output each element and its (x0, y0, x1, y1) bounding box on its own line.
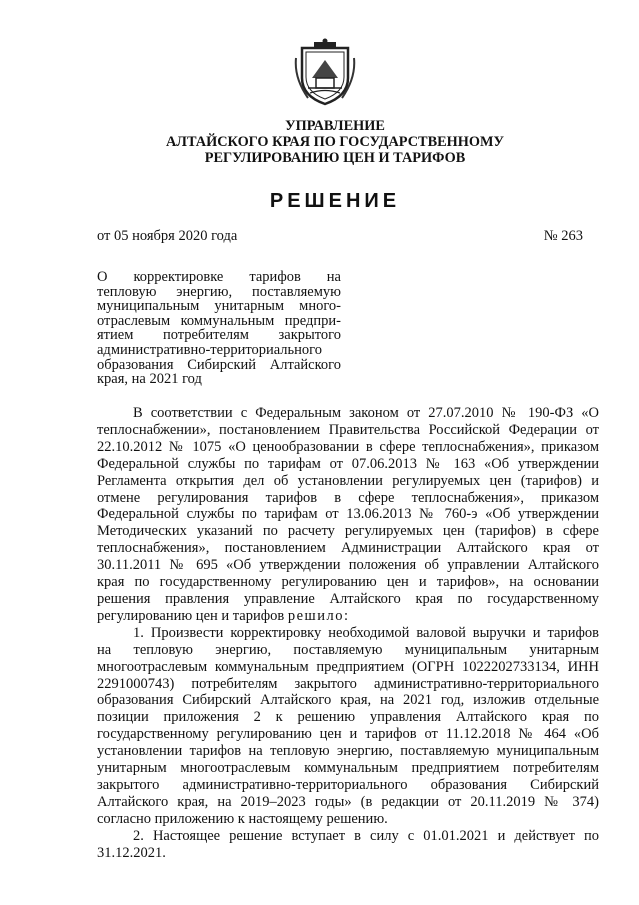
subject-line: отраслевым коммунальным предпри- (97, 312, 341, 329)
item-1-line: позиции приложения 2 к решению управления Алтайского края по (97, 709, 599, 726)
decision-line (97, 608, 599, 625)
body-line: В соответствии с Федеральным законом от 27.07.2010 № 190-ФЗ «О (133, 405, 599, 421)
body-line: Методических указаний по расчету регулируемых цен (тарифов) в сфере (97, 523, 599, 540)
decision-word: решило: (287, 607, 350, 624)
document-body (97, 405, 599, 861)
organization-name (120, 118, 550, 166)
body-line: Федеральной службы по тарифам от 13.06.2013 № 760-э «Об утверждении (97, 506, 599, 523)
item-1-line: унитарным многоотраслевым коммунальным предприятием потребителям (97, 760, 599, 777)
altai-krai-coat-of-arms-icon (294, 38, 356, 108)
body-line: 22.10.2012 № 1075 «О ценообразовании в сфере теплоснабжения», приказом (97, 438, 599, 455)
item-1-line: на тепловую энергию, поставляемую муниципальным унитарным (97, 641, 599, 658)
body-line: теплоснабжении», постановлением Правительства Российской Федерации от (97, 421, 599, 438)
subject-line: тепловую энергию, поставляемую (97, 283, 341, 300)
body-line: края по государственному регулированию цен и тарифов», на основании (97, 574, 599, 591)
item-1-line: 1. Произвести корректировку необходимой валовой выручки и тарифов (133, 624, 599, 641)
item-1-line: Алтайского края, на 2019–2023 годы» (в редакции от 20.11.2019 № 374) (97, 793, 599, 810)
subject-line: муниципальным унитарным много- (97, 298, 341, 315)
org-line: РЕГУЛИРОВАНИЮ ЦЕН И ТАРИФОВ (204, 150, 466, 166)
subject-line: образования Сибирский Алтайского (97, 356, 341, 373)
item-1-line: государственному регулированию цен и тарифов от 11.12.2018 № 464 «Об (97, 726, 599, 743)
body-line: решения правления управление Алтайского края по государственному (97, 590, 599, 607)
item-1-line: образования Сибирский Алтайского края, на 2021 год, изложив отдельные (97, 692, 599, 709)
item-1-line: многоотраслевым коммунальным предприятием (ОГРН 1022202733134, ИНН (97, 658, 599, 675)
subject-line: ятием потребителям закрытого (97, 327, 341, 344)
body-line: 30.11.2011 № 695 «Об утверждении положения об управлении Алтайского (97, 557, 599, 574)
body-line: Регламента открытия дел об установлении регулируемых цен (тарифов) и (97, 472, 599, 489)
subject-line: О корректировке тарифов на (97, 269, 341, 285)
item-1-line: установлении тарифов на тепловую энергию, поставляемую муниципальным (97, 743, 599, 760)
body-line: теплоснабжения», постановлением Администрации Алтайского края от (97, 540, 599, 557)
item-2-line: 31.12.2021. (97, 844, 166, 861)
item-1-line: 2291000743) потребителям закрытого административно-территориального (97, 675, 599, 692)
item-1-line: закрытого административно-территориального образования Сибирский (97, 776, 599, 793)
document-title: РЕШЕНИЕ (269, 190, 401, 212)
decision-prefix: регулированию цен и тарифов (97, 607, 285, 624)
item-2-line: 2. Настоящее решение вступает в силу с 01.01.2021 и действует по (133, 827, 599, 844)
org-line: АЛТАЙСКОГО КРАЯ ПО ГОСУДАРСТВЕННОМУ (165, 134, 504, 150)
subject-line: края, на 2021 год (97, 371, 202, 388)
body-line: отмене регулирования тарифов в сфере теплоснабжения», приказом (97, 489, 599, 506)
item-1-line: согласно приложению к настоящему решению. (97, 810, 388, 827)
org-line: УПРАВЛЕНИЕ (285, 118, 385, 134)
document-date: от 05 ноября 2020 года (97, 228, 238, 244)
body-line: Федеральной службы по тарифам от 07.06.2013 № 163 «Об утверждении (97, 455, 599, 472)
subject-block (97, 270, 341, 387)
document-number: № 263 (543, 228, 583, 244)
subject-line: административно-территориального (97, 341, 323, 358)
